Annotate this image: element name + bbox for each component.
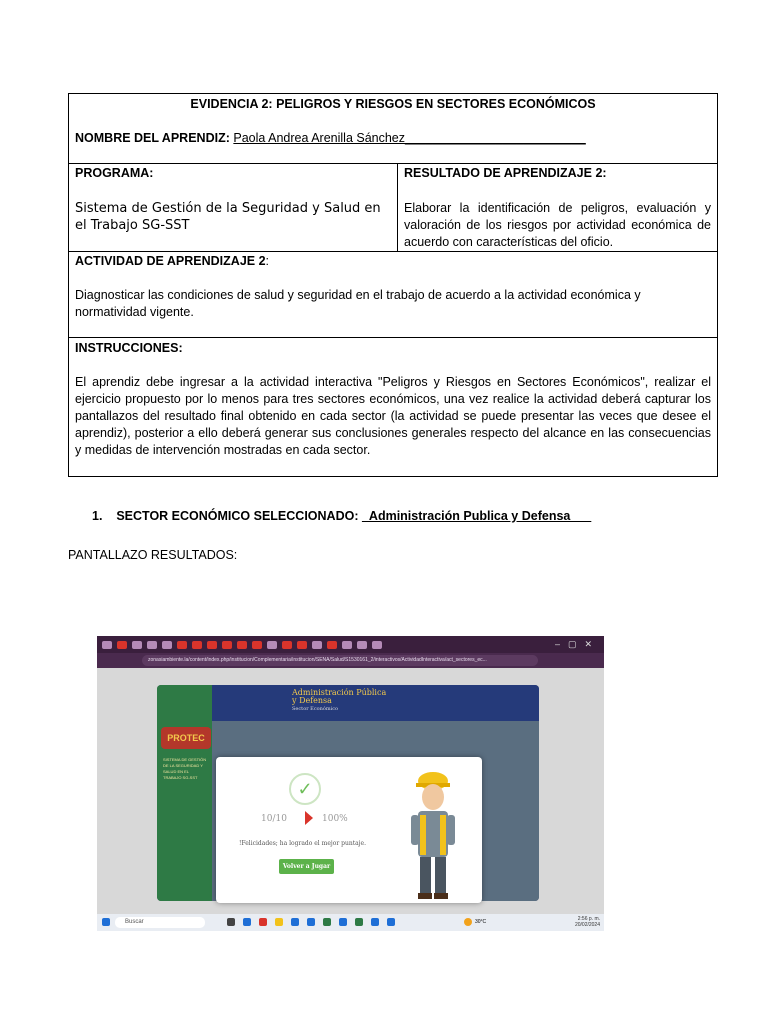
congrats-text: !Felicidades; ha logrado el mejor puntaje. (239, 840, 366, 847)
clock-time: 2:56 p. m. (577, 916, 600, 922)
browser-tab (357, 641, 367, 649)
check-icon: ✓ (289, 773, 321, 805)
windows-icon[interactable] (102, 918, 110, 926)
game-subtitle: Sector Económico (292, 706, 339, 712)
taskbar-app-icon[interactable] (387, 918, 395, 926)
score-text: 10/10 (261, 814, 287, 824)
taskbar-app-icon[interactable] (371, 918, 379, 926)
sector-line (92, 509, 591, 523)
sector-label: SECTOR ECONÓMICO SELECCIONADO: (116, 509, 362, 523)
taskbar-app-icon[interactable] (275, 918, 283, 926)
instructions-label: INSTRUCCIONES: (75, 341, 183, 355)
os-taskbar (97, 914, 604, 931)
evidence-title: EVIDENCIA 2: PELIGROS Y RIESGOS EN SECTORES ECONÓMICOS (190, 97, 596, 111)
taskbar-app-icon[interactable] (291, 918, 299, 926)
game-title-line-1: Administración Pública (292, 688, 387, 697)
game-sidebar-text: SISTEMA DE GESTIÓN DE LA SEGURIDAD Y SALUD EN EL TRABAJO SG-SST (163, 757, 207, 780)
window-controls: –▢✕ (554, 639, 600, 649)
browser-tab (162, 641, 172, 649)
clock-date: 20/02/2024 (574, 922, 600, 928)
instructions-value: El aprendiz debe ingresar a la actividad interactiva "Peligros y Riesgos en Sectores Económicos", realizar el ejercicio propuesto por lo menos para tres sectores económicos, una vez realice la actividad deberá capturar los pantallazos del resultado final obtenido en cada sector (la actividad se puede presentar las veces que desee el aprendiz), posterior a ello deberá generar sus conclusiones generales respecto del alcance en las consecuencias y medidas de intervención mostradas en cada sector. (75, 375, 711, 457)
instructions-cell (69, 338, 718, 477)
game-header (212, 685, 539, 721)
browser-tab (177, 641, 187, 649)
arrow-icon (305, 811, 313, 825)
taskbar-search[interactable]: Buscar (115, 917, 205, 928)
taskbar-app-icon[interactable] (323, 918, 331, 926)
taskbar-app-icon[interactable] (339, 918, 347, 926)
screenshots-label: PANTALLAZO RESULTADOS: (68, 548, 238, 562)
taskbar-app-icon[interactable] (243, 918, 251, 926)
apprentice-label: NOMBRE DEL APRENDIZ: (75, 131, 230, 145)
program-label: PROGRAMA: (75, 166, 154, 180)
taskbar-app-icon[interactable] (355, 918, 363, 926)
learning-activity-colon: : (265, 254, 270, 268)
browser-tab (267, 641, 277, 649)
weather-icon (464, 918, 472, 926)
game-badge: PROTEC (161, 727, 211, 749)
browser-tab (327, 641, 337, 649)
system-clock (575, 916, 600, 928)
browser-tab (117, 641, 127, 649)
learning-activity-cell (69, 252, 718, 338)
game-title-line-2: y Defensa (292, 696, 332, 705)
browser-tab (342, 641, 352, 649)
game-title (292, 689, 386, 713)
browser-tab (192, 641, 202, 649)
browser-tab (207, 641, 217, 649)
taskbar-app-icon[interactable] (227, 918, 235, 926)
browser-tab (252, 641, 262, 649)
learning-result-label: RESULTADO DE APRENDIZAJE 2: (404, 166, 607, 180)
sector-number: 1. (92, 509, 103, 523)
result-modal (216, 757, 482, 903)
evidence-table (68, 93, 718, 477)
browser-tab (102, 641, 112, 649)
browser-tab (237, 641, 247, 649)
replay-button[interactable]: Volver a Jugar (279, 859, 334, 874)
game-sidebar (157, 685, 212, 901)
program-cell (69, 164, 398, 252)
program-value: Sistema de Gestión de la Seguridad y Salud en el Trabajo SG-SST (75, 201, 381, 233)
browser-tab (312, 641, 322, 649)
browser-tab (222, 641, 232, 649)
taskbar-app-icon[interactable] (307, 918, 315, 926)
browser-url-bar (97, 653, 604, 668)
header-cell (69, 94, 718, 164)
embedded-screenshot (97, 636, 604, 931)
url-text: zonasiambiente.la/content/index.php/institucion/Complementaria/institucion/SENA/Salud/S1530161_2/interactivos/ActividadInteractiva/act_sectores_ec... (142, 655, 538, 666)
percent-text: 100% (322, 814, 348, 824)
browser-tab (372, 641, 382, 649)
worker-illustration (406, 769, 460, 901)
browser-viewport (97, 668, 604, 914)
browser-tab-bar (97, 636, 604, 653)
learning-result-cell (398, 164, 718, 252)
learning-result-value: Elaborar la identificación de peligros, evaluación y valoración de los riesgos por actividad económica de acuerdo con características del oficio. (404, 201, 711, 249)
learning-activity-label: ACTIVIDAD DE APRENDIZAJE 2 (75, 254, 266, 268)
browser-tab (282, 641, 292, 649)
learning-activity-value: Diagnosticar las condiciones de salud y seguridad en el trabajo de acuerdo a la actividad económica y normatividad vigente. (75, 288, 641, 319)
browser-tab (132, 641, 142, 649)
browser-tab (147, 641, 157, 649)
apprentice-name: Paola Andrea Arenilla Sánchez__________________________ (233, 131, 586, 145)
sector-value: _Administración Publica y Defensa___ (361, 509, 592, 523)
browser-tab (297, 641, 307, 649)
temperature-text: 30°C (475, 919, 487, 925)
taskbar-app-icon[interactable] (259, 918, 267, 926)
